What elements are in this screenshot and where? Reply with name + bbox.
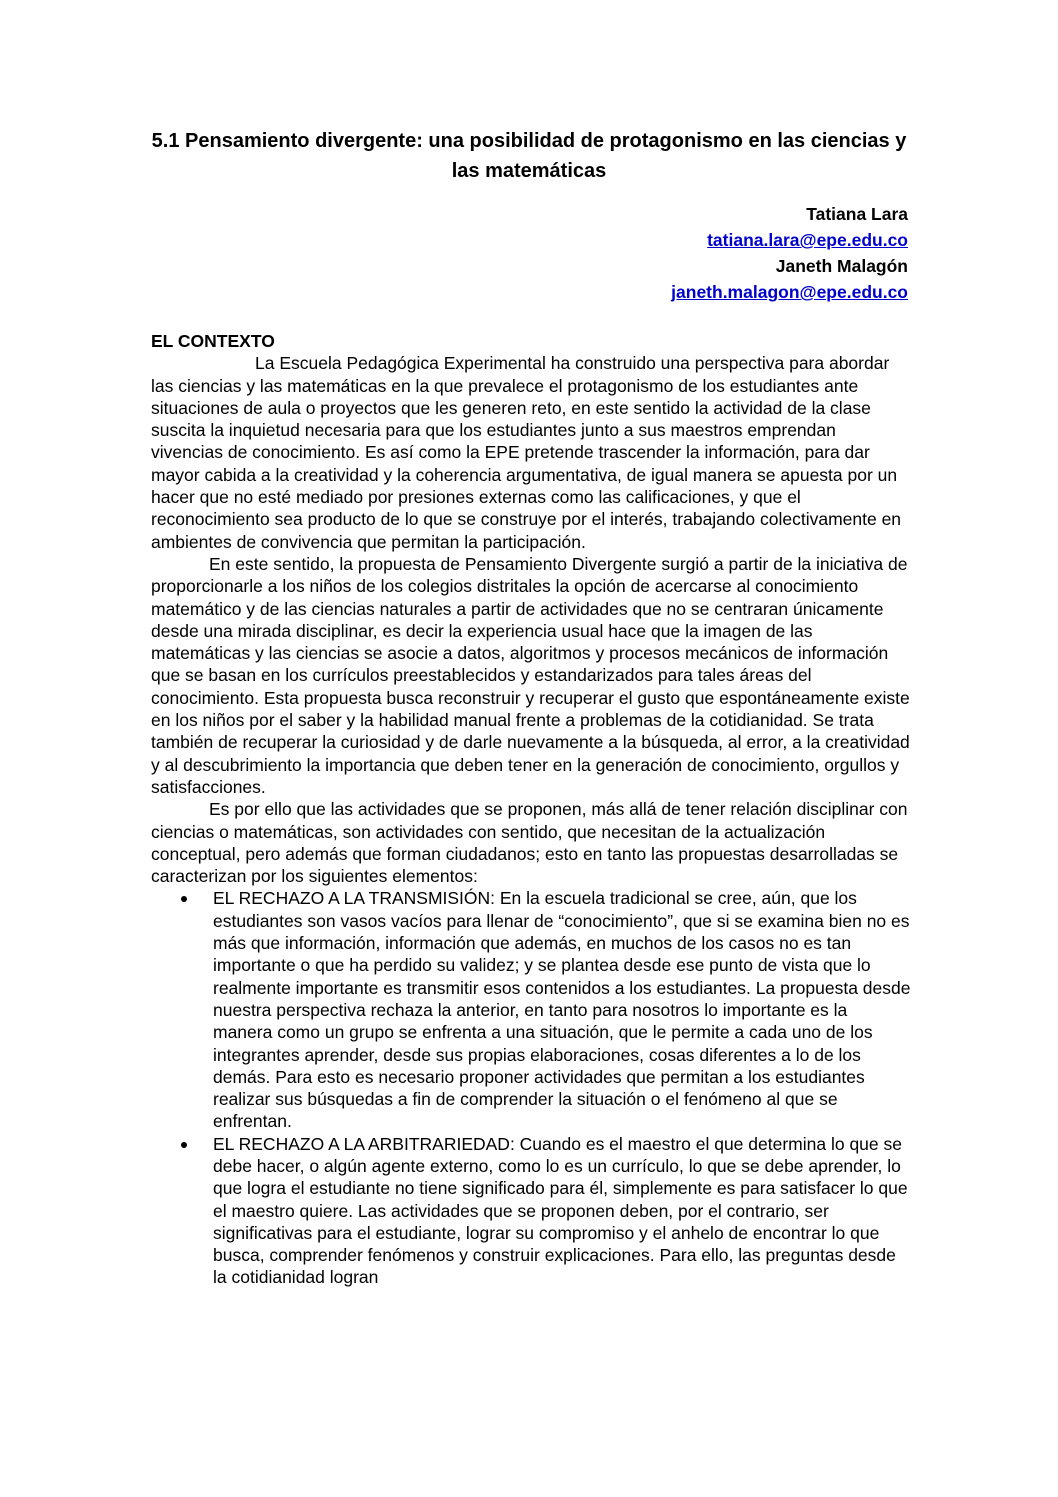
body-paragraph: Es por ello que las actividades que se proponen, más allá de tener relación disciplinar con ciencias o matemáticas, son actividades con sentido, que necesitan de la actualización conceptual, pero además que forman ciudadanos; esto en tanto las propuestas desarrolladas se caracterizan por los siguientes elementos: [151, 799, 908, 887]
body-paragraph: La Escuela Pedagógica Experimental ha construido una perspectiva para abordar las ciencias y las matemáticas en la que prevalece el protagonismo de los estudiantes ante situaciones de aula o proyectos que les generen reto, en este sentido la actividad de la clase suscita la inquietud necesaria para que los estudiantes junto a sus maestros emprendan vivencias de conocimiento. Es así como la EPE pretende trascender la información, para dar mayor cabida a la creatividad y la coherencia argumentativa, de igual manera se apuesta por un hacer que no esté mediado por presiones externas como las calificaciones, y que el reconocimiento sea producto de lo que se construye por el interés, trabajando colectivamente en ambientes de convivencia que permitan la participación. [151, 353, 902, 552]
bullet-text: EL RECHAZO A LA TRANSMISIÓN: En la escuela tradicional se cree, aún, que los estudiantes son vasos vacíos para llenar de “conocimiento”, que si se examina bien no es más que información, información que además, en muchos de los casos no es tan importante o que ha perdido su validez; y se plantea desde ese punto de vista que lo realmente importante es transmitir esos contenidos a los estudiantes. La propuesta desde nuestra perspectiva rechaza la anterior, en tanto para nosotros lo importante es la manera como un grupo se enfrenta a una situación, que le permite a cada uno de los integrantes aprender, desde sus propias elaboraciones, cosas diferentes a lo de los demás. Para esto es necesario proponer actividades que permitan a los estudiantes realizar sus búsquedas a fin de comprender la situación o el fenómeno al que se enfrentan. [213, 888, 911, 1132]
bullet-dot-icon [181, 896, 187, 902]
bullet-dot-icon [181, 1142, 187, 1148]
body-paragraph: En este sentido, la propuesta de Pensamiento Divergente surgió a partir de la iniciativa de proporcionarle a los niños de los colegios distritales la opción de acercarse al conocimiento matemático y de las ciencias naturales a partir de actividades que no se centraran únicamente desde una mirada disciplinar, es decir la experiencia usual hace que la imagen de las matemáticas y las ciencias se asocie a datos, algoritmos y procesos mecánicos de información que se basan en los currículos preestablecidos y estandarizados para tales áreas del conocimiento. Esta propuesta busca reconstruir y recuperar el gusto que espontáneamente existe en los niños por el saber y la habilidad manual frente a problemas de la cotidianidad. Se trata también de recuperar la curiosidad y de darle nuevamente a la búsqueda, al error, a la creatividad y al descubrimiento la importancia que deben tener en la generación de conocimiento, orgullos y satisfacciones. [151, 553, 910, 797]
author-block [671, 201, 908, 305]
author-email-link[interactable]: tatiana.lara@epe.edu.co [707, 230, 908, 250]
author-name: Janeth Malagón [775, 256, 908, 276]
document-title: 5.1 Pensamiento divergente: una posibilidad de protagonismo en las ciencias y las matemáticas [151, 130, 907, 182]
bullet-item [151, 887, 911, 1132]
document-body [151, 330, 911, 1289]
author-email-link[interactable]: janeth.malagon@epe.edu.co [671, 282, 908, 302]
bullet-text: EL RECHAZO A LA ARBITRARIEDAD: Cuando es el maestro el que determina lo que se debe hacer, o algún agente externo, como lo es un currículo, lo que se debe aprender, lo que logra el estudiante no tiene significado para él, simplemente es para satisfacer lo que el maestro quiere. Las actividades que se proponen deben, por el contrario, ser significativas para el estudiante, lograr su compromiso y el anhelo de encontrar lo que busca, comprender fenómenos y construir explicaciones. Para ello, las preguntas desde la cotidianidad logran [213, 1133, 908, 1288]
bullet-item [151, 1133, 911, 1289]
section-heading: EL CONTEXTO [151, 331, 275, 351]
bullet-list [151, 887, 911, 1288]
author-name: Tatiana Lara [806, 204, 908, 224]
